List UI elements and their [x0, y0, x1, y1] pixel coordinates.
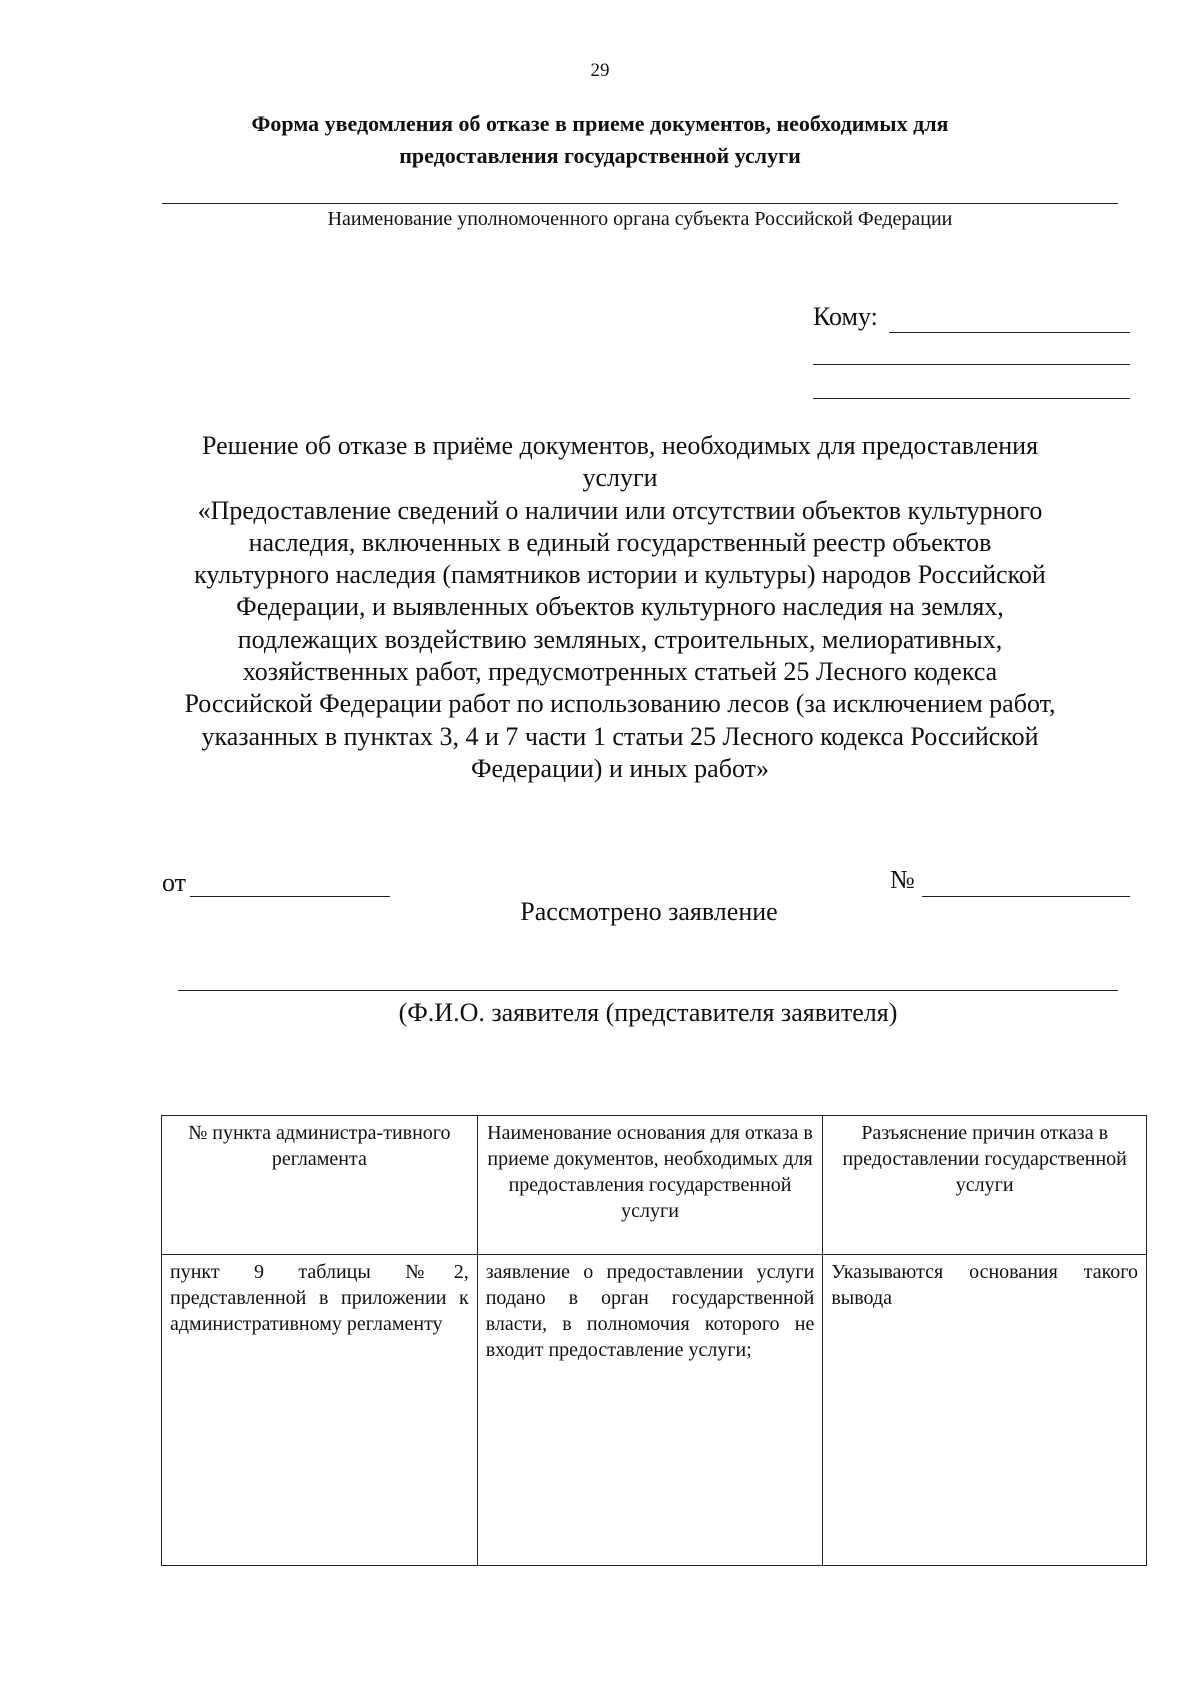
service-name-line-4: Федерации, и выявленных объектов культурного наследия на землях,	[236, 592, 1004, 622]
header-cell-refusal-explanation: Разъяснение причин отказа в предоставлении государственной услуги	[823, 1116, 1147, 1255]
decision-heading-line-2: услуги	[582, 463, 658, 493]
recipient-label: Кому:	[813, 302, 878, 331]
document-title	[150, 108, 1050, 172]
authority-caption: Наименование уполномоченного органа субъекта Российской Федерации	[327, 208, 953, 230]
recipient-line-2	[813, 364, 1130, 365]
cell-regulation-item: пункт 9 таблицы №2, представленной в приложении к административному регламенту	[162, 1255, 478, 1566]
service-name-line-7: Российской Федерации работ по использованию лесов (за исключением работ,	[184, 689, 1056, 719]
service-name-line-2: наследия, включенных в единый государственный реестр объектов	[248, 527, 992, 557]
authority-name-line	[162, 203, 1118, 204]
header-cell-refusal-ground: Наименование основания для отказа в приеме документов, необходимых для предоставления государственной услуги	[477, 1116, 823, 1255]
recipient-line-3	[813, 398, 1130, 399]
applicant-name-line	[178, 990, 1118, 991]
cell-refusal-ground: заявление о предоставлении услуги подано в орган государственной власти, в полномочия которого не входит предоставление услуги;	[477, 1255, 823, 1566]
considered-label: Рассмотрено заявление	[520, 897, 778, 926]
service-name-line-9: Федерации) и иных работ»	[471, 753, 769, 783]
applicant-caption: (Ф.И.О. заявителя (представителя заявителя)	[398, 998, 898, 1027]
number-label: №	[890, 865, 915, 894]
service-name-line-8: указанных в пунктах 3, 4 и 7 части 1 статьи 25 Лесного кодекса Российской	[201, 721, 1039, 751]
header-cell-regulation-item: № пункта администра-тивного регламента	[162, 1116, 478, 1255]
service-name-line-6: хозяйственных работ, предусмотренных статьей 25 Лесного кодекса	[242, 657, 998, 687]
document-title-line-2: предоставления государственной услуги	[399, 143, 801, 168]
recipient-line-1	[889, 332, 1130, 333]
decision-block	[140, 430, 1100, 785]
page-number: 29	[590, 60, 610, 81]
document-title-line-1: Форма уведомления об отказе в приеме документов, необходимых для	[251, 111, 949, 136]
service-name-line-3: культурного наследия (памятников истории и культуры) народов Российской	[194, 560, 1046, 590]
date-label: от	[162, 868, 187, 897]
cell-refusal-explanation: Указываются основания такого вывода	[823, 1255, 1147, 1566]
service-name-line-5: подлежащих воздействию земляных, строительных, мелиоративных,	[237, 624, 1003, 654]
refusal-reasons-table	[161, 1115, 1147, 1566]
table-row	[162, 1255, 1147, 1566]
decision-heading-line-1: Решение об отказе в приёме документов, необходимых для предоставления	[201, 431, 1039, 460]
table-header-row	[162, 1116, 1147, 1255]
service-name-line-1: «Предоставление сведений о наличии или отсутствии объектов культурного	[197, 495, 1043, 525]
